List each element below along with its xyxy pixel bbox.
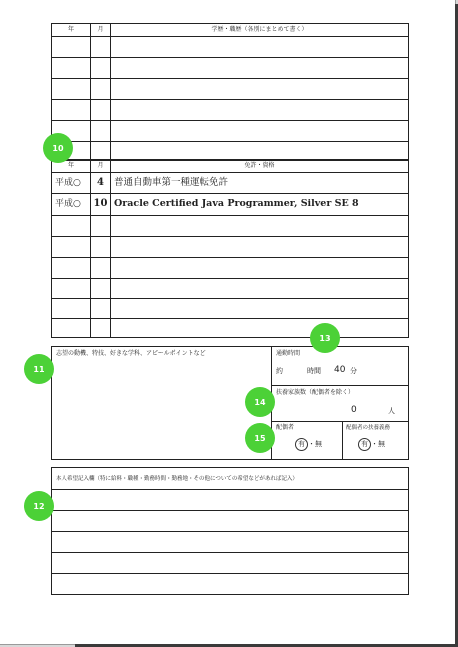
requests-box [51, 467, 409, 595]
commute-minutes: 40 [334, 365, 346, 375]
commute-hours-unit: 時間 [307, 367, 321, 375]
license-table [51, 159, 409, 338]
commute-prefix: 約 [276, 367, 283, 375]
license-row-1-content: 普通自動車第一種運転免許 [114, 177, 229, 188]
motivation-label: 志望の動機、特技、好きな学科、アピールポイントなど [56, 350, 206, 357]
license-month-header: 月 [97, 162, 104, 169]
license-row-2-content: Oracle Certified Java Programmer, Silver SE 8 [114, 198, 359, 209]
spouse-support-label: 配偶者の扶養義務 [346, 425, 391, 431]
commute-label: 通勤時間 [276, 350, 301, 357]
commute-minutes-unit: 分 [350, 367, 357, 375]
spouse-no-option: 無 [315, 440, 322, 448]
motivation-box [51, 346, 409, 460]
license-row-1-month: 4 [97, 177, 104, 188]
dependents-unit: 人 [388, 407, 395, 415]
badge-11: 11 [24, 354, 54, 384]
badge-12: 12 [24, 491, 54, 521]
spouse-support-separator: ・ [371, 440, 378, 448]
badge-10: 10 [43, 133, 73, 163]
license-row-1-year: 平成○ [55, 178, 81, 188]
license-content-header: 免許・資格 [244, 162, 275, 169]
spouse-yes-option: 有 [295, 438, 308, 451]
spouse-label: 配偶者 [276, 424, 295, 431]
requests-label: 本人希望記入欄（特に給料・職種・勤務時間・勤務地・その他についての希望などがあれば記入） [56, 476, 298, 482]
spouse-support-choice [358, 438, 385, 451]
license-row-2-month: 10 [93, 198, 108, 209]
license-row-2-year: 平成○ [55, 199, 81, 209]
education-month-header: 月 [97, 26, 104, 33]
dependents-value: 0 [351, 405, 357, 415]
dependents-label: 扶養家族数（配偶者を除く） [276, 389, 355, 396]
license-year-header: 年 [67, 162, 74, 169]
badge-13: 13 [310, 323, 340, 353]
spouse-separator: ・ [308, 440, 315, 448]
badge-14: 14 [245, 387, 275, 417]
badge-15: 15 [245, 423, 275, 453]
education-year-header: 年 [67, 26, 74, 33]
spouse-support-yes-option: 有 [358, 438, 371, 451]
education-content-header: 学歴・職歴（各別にまとめて書く） [211, 26, 308, 33]
spouse-support-no-option: 無 [378, 440, 385, 448]
education-table [51, 23, 409, 161]
spouse-choice [295, 438, 322, 451]
